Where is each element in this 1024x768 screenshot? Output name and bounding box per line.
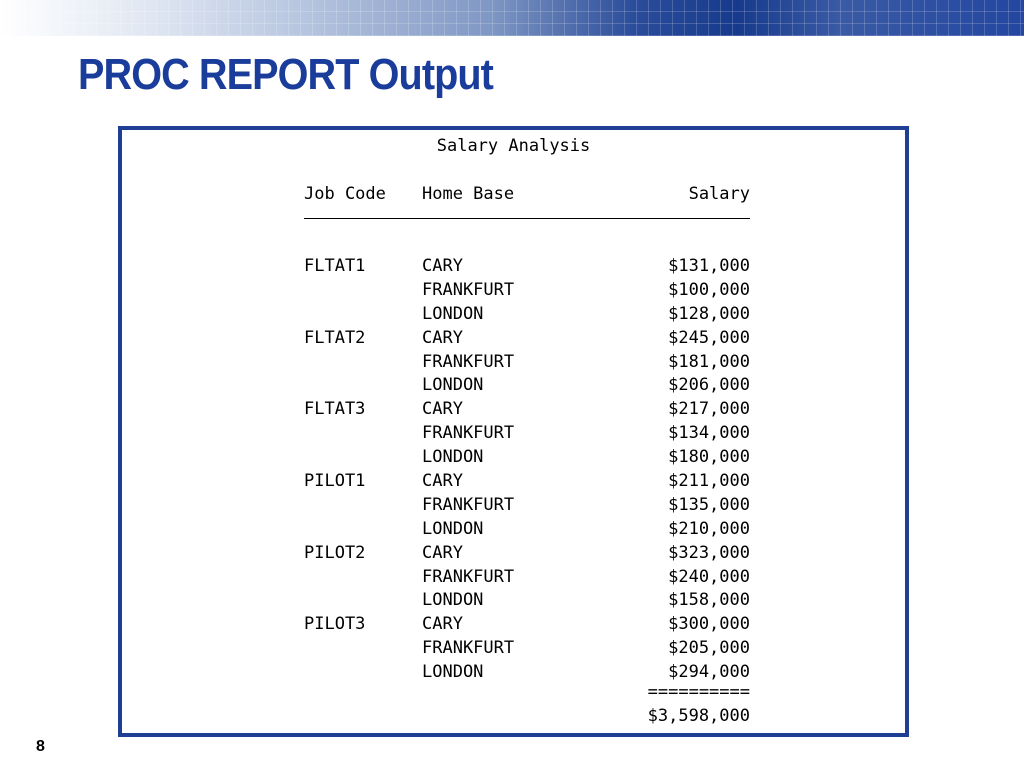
salary-cell: $134,000 bbox=[668, 423, 750, 444]
salary-cell: $128,000 bbox=[668, 303, 750, 324]
salary-cell: $158,000 bbox=[668, 590, 750, 611]
salary-cell: $180,000 bbox=[668, 447, 750, 468]
home-base-cell: LONDON bbox=[422, 375, 484, 396]
salary-cell: $210,000 bbox=[668, 518, 750, 539]
job-code-cell: PILOT3 bbox=[304, 614, 366, 635]
table-row bbox=[304, 638, 750, 662]
total-salary: $3,598,000 bbox=[647, 706, 750, 726]
job-code-cell: FLTAT1 bbox=[304, 256, 366, 276]
salary-cell: $300,000 bbox=[668, 614, 750, 635]
table-row bbox=[304, 423, 750, 447]
table-row bbox=[304, 471, 750, 495]
report-output-box bbox=[118, 126, 909, 737]
home-base-cell: CARY bbox=[422, 399, 463, 420]
table-row bbox=[304, 304, 750, 328]
salary-cell: $323,000 bbox=[668, 542, 750, 563]
salary-cell: $211,000 bbox=[668, 471, 750, 492]
table-row bbox=[304, 614, 750, 638]
salary-cell: $294,000 bbox=[668, 662, 750, 683]
report-title: Salary Analysis bbox=[436, 136, 591, 156]
page-number: 8 bbox=[36, 738, 45, 755]
salary-cell: $240,000 bbox=[668, 566, 750, 587]
column-header-salary: Salary bbox=[688, 184, 750, 204]
home-base-cell: CARY bbox=[422, 327, 463, 348]
table-row bbox=[304, 543, 750, 567]
table-row bbox=[304, 590, 750, 614]
job-code-cell: PILOT2 bbox=[304, 542, 366, 563]
salary-cell: $217,000 bbox=[668, 399, 750, 420]
home-base-cell: CARY bbox=[422, 256, 463, 276]
home-base-cell: LONDON bbox=[422, 447, 484, 468]
salary-cell: $205,000 bbox=[668, 638, 750, 659]
column-header-job-code: Job Code bbox=[304, 184, 386, 204]
home-base-cell: FRANKFURT bbox=[422, 566, 515, 587]
home-base-cell: FRANKFURT bbox=[422, 279, 515, 300]
slide-title: PROC REPORT Output bbox=[78, 50, 493, 99]
report-rows bbox=[304, 256, 750, 686]
table-row bbox=[304, 328, 750, 352]
home-base-cell: LONDON bbox=[422, 662, 484, 683]
table-row bbox=[304, 447, 750, 471]
table-row bbox=[304, 495, 750, 519]
salary-cell: $245,000 bbox=[668, 327, 750, 348]
home-base-cell: CARY bbox=[422, 471, 463, 492]
home-base-cell: FRANKFURT bbox=[422, 638, 515, 659]
salary-cell: $100,000 bbox=[668, 279, 750, 300]
salary-cell: $131,000 bbox=[668, 256, 750, 276]
header-banner bbox=[0, 0, 1024, 36]
table-row bbox=[304, 567, 750, 591]
table-row bbox=[304, 352, 750, 376]
home-base-cell: LONDON bbox=[422, 303, 484, 324]
column-header-home-base: Home Base bbox=[422, 184, 515, 204]
table-row bbox=[304, 280, 750, 304]
table-row bbox=[304, 256, 750, 280]
header-divider bbox=[304, 218, 750, 219]
table-row bbox=[304, 519, 750, 543]
home-base-cell: LONDON bbox=[422, 590, 484, 611]
total-separator: ========== bbox=[647, 682, 750, 702]
salary-cell: $206,000 bbox=[668, 375, 750, 396]
table-row bbox=[304, 375, 750, 399]
home-base-cell: LONDON bbox=[422, 518, 484, 539]
table-row bbox=[304, 399, 750, 423]
home-base-cell: CARY bbox=[422, 542, 463, 563]
home-base-cell: CARY bbox=[422, 614, 463, 635]
home-base-cell: FRANKFURT bbox=[422, 351, 515, 372]
salary-cell: $181,000 bbox=[668, 351, 750, 372]
job-code-cell: FLTAT2 bbox=[304, 327, 366, 348]
salary-cell: $135,000 bbox=[668, 494, 750, 515]
job-code-cell: PILOT1 bbox=[304, 471, 366, 492]
home-base-cell: FRANKFURT bbox=[422, 423, 515, 444]
job-code-cell: FLTAT3 bbox=[304, 399, 366, 420]
home-base-cell: FRANKFURT bbox=[422, 494, 515, 515]
